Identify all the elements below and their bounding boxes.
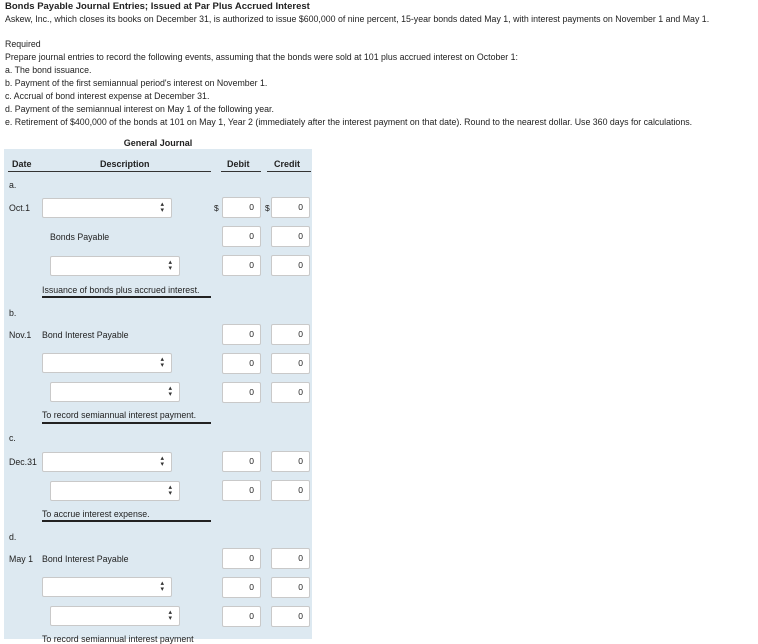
header-divider	[8, 171, 211, 172]
entry-date: Oct.1	[9, 203, 31, 213]
debit-input[interactable]: 0	[222, 577, 261, 598]
required-item-d: d. Payment of the semiannual interest on May 1 of the following year.	[5, 104, 274, 114]
debit-input[interactable]: 0	[222, 480, 261, 501]
column-header-credit: Credit	[274, 159, 301, 169]
debit-input[interactable]: 0	[222, 353, 261, 374]
debit-input[interactable]: 0	[222, 226, 261, 247]
chevron-updown-icon: ▴ ▾	[160, 580, 164, 593]
account-select[interactable]	[50, 256, 180, 276]
section-label-d: d.	[9, 532, 17, 542]
debit-input[interactable]: 0	[222, 548, 261, 569]
account-select[interactable]	[42, 577, 172, 597]
required-item-a: a. The bond issuance.	[5, 65, 92, 75]
entry-memo: To accrue interest expense.	[42, 509, 150, 519]
account-select[interactable]	[50, 481, 180, 501]
section-label-b: b.	[9, 308, 17, 318]
problem-title: Bonds Payable Journal Entries; Issued at Par Plus Accrued Interest	[5, 1, 310, 12]
required-prompt: Prepare journal entries to record the following events, assuming that the bonds were sold at 101 plus accrued interest on October 1:	[5, 52, 518, 62]
account-select[interactable]	[42, 353, 172, 373]
section-label-a: a.	[9, 180, 17, 190]
debit-input[interactable]: 0	[222, 451, 261, 472]
credit-input[interactable]: 0	[271, 606, 310, 627]
credit-input[interactable]: 0	[271, 197, 310, 218]
memo-underline	[42, 296, 211, 298]
entry-date: Dec.31	[9, 457, 37, 467]
column-header-description: Description	[100, 159, 150, 169]
account-select[interactable]	[50, 606, 180, 626]
credit-input[interactable]: 0	[271, 324, 310, 345]
header-divider	[221, 171, 261, 172]
chevron-updown-icon: ▴ ▾	[160, 356, 164, 369]
column-header-date: Date	[12, 159, 32, 169]
chevron-updown-icon: ▴ ▾	[168, 609, 172, 622]
column-header-debit: Debit	[227, 159, 250, 169]
required-item-c: c. Accrual of bond interest expense at December 31.	[5, 91, 210, 101]
debit-input[interactable]: 0	[222, 324, 261, 345]
account-label: Bond Interest Payable	[42, 330, 129, 340]
chevron-updown-icon: ▴ ▾	[160, 201, 164, 214]
section-label-c: c.	[9, 433, 16, 443]
currency-symbol: $	[214, 203, 219, 213]
entry-memo: To record semiannual interest payment	[42, 634, 194, 644]
account-select[interactable]	[42, 198, 172, 218]
account-select[interactable]	[50, 382, 180, 402]
memo-underline	[42, 520, 211, 522]
credit-input[interactable]: 0	[271, 548, 310, 569]
credit-input[interactable]: 0	[271, 451, 310, 472]
credit-input[interactable]: 0	[271, 255, 310, 276]
entry-date: Nov.1	[9, 330, 32, 340]
account-label: Bond Interest Payable	[42, 554, 129, 564]
chevron-updown-icon: ▴ ▾	[168, 385, 172, 398]
debit-input[interactable]: 0	[222, 197, 261, 218]
currency-symbol: $	[265, 203, 270, 213]
required-item-b: b. Payment of the first semiannual period's interest on November 1.	[5, 78, 268, 88]
debit-input[interactable]: 0	[222, 382, 261, 403]
account-select[interactable]	[42, 452, 172, 472]
required-heading: Required	[5, 39, 41, 49]
entry-memo: Issuance of bonds plus accrued interest.	[42, 285, 200, 295]
credit-input[interactable]: 0	[271, 577, 310, 598]
header-divider	[267, 171, 311, 172]
chevron-updown-icon: ▴ ▾	[168, 484, 172, 497]
entry-memo: To record semiannual interest payment.	[42, 410, 197, 420]
chevron-updown-icon: ▴ ▾	[168, 259, 172, 272]
memo-underline	[42, 422, 211, 424]
general-journal-title: General Journal	[123, 138, 193, 148]
chevron-updown-icon: ▴ ▾	[160, 455, 164, 468]
required-item-e: e. Retirement of $400,000 of the bonds at 101 on May 1, Year 2 (immediately after the interest payment on that date). Round to the nearest dollar. Use 360 days for calculations.	[5, 117, 693, 127]
debit-input[interactable]: 0	[222, 606, 261, 627]
credit-input[interactable]: 0	[271, 353, 310, 374]
credit-input[interactable]: 0	[271, 382, 310, 403]
credit-input[interactable]: 0	[271, 480, 310, 501]
credit-input[interactable]: 0	[271, 226, 310, 247]
entry-date: May 1	[9, 554, 33, 564]
account-label: Bonds Payable	[50, 232, 110, 242]
debit-input[interactable]: 0	[222, 255, 261, 276]
problem-intro: Askew, Inc., which closes its books on December 31, is authorized to issue $600,000 of nine percent, 15-year bonds dated May 1, with interest payments on November 1 and May 1.	[5, 14, 710, 24]
